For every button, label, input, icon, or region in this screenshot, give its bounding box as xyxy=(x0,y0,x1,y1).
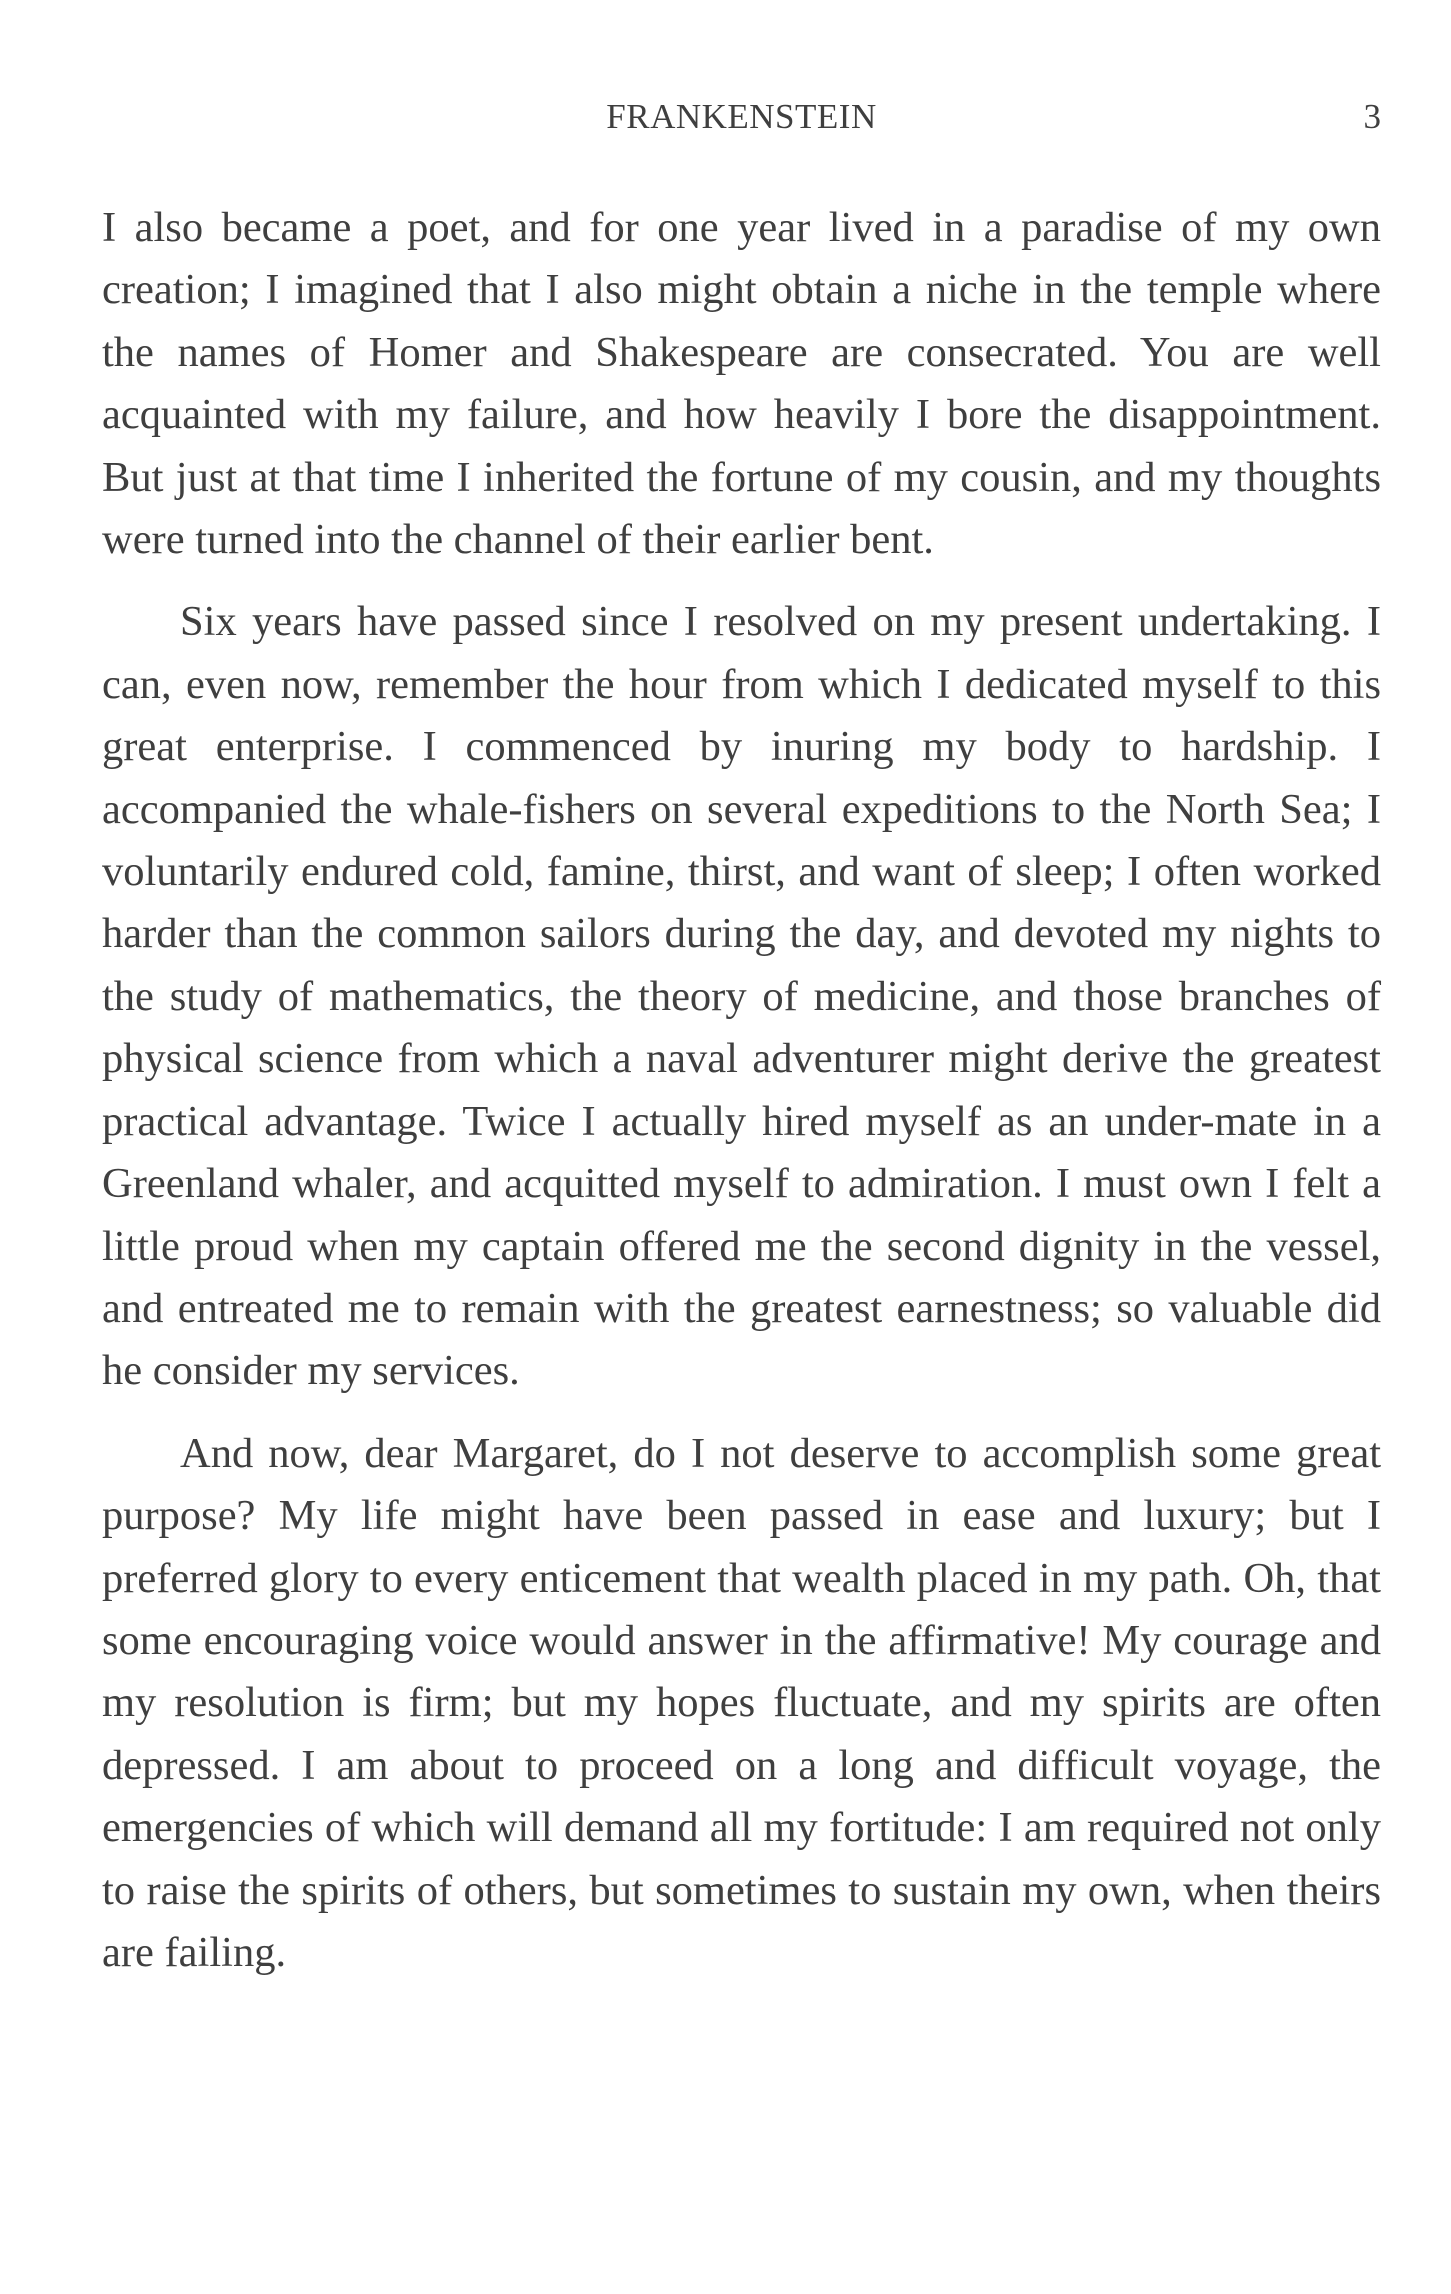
body-text xyxy=(102,197,1381,1984)
paragraph-1: I also became a poet, and for one year lived in a paradise of my own creation; I imagined that I also might obtain a niche in the temple where the names of Homer and Shakespeare are consecrated. You are well acquainted with my failure, and how heavily I bore the disappointment. But just at that time I inherited the fortune of my cousin, and my thoughts were turned into the channel of their earlier bent. xyxy=(102,204,1381,564)
running-head xyxy=(102,92,1381,142)
page-number: 3 xyxy=(1363,97,1381,136)
running-title: FRANKENSTEIN xyxy=(606,97,877,136)
paragraph-3: And now, dear Margaret, do I not deserve to accomplish some great purpose? My life might have been passed in ease and luxury; but I preferred glory to every enticement that wealth placed in my path. Oh, that some encouraging voice would answer in the affirmative! My courage and my resolution is firm; but my hopes fluctuate, and my spirits are often depressed. I am about to proceed on a long and difficult voyage, the emergencies of which will demand all my fortitude: I am required not only to raise the spirits of others, but sometimes to sustain my own, when theirs are failing. xyxy=(102,1429,1381,1976)
paragraph-2: Six years have passed since I resolved on my present undertaking. I can, even now, remember the hour from which I dedicated myself to this great enterprise. I commenced by inuring my body to hardship. I accompanied the whale-fishers on several expeditions to the North Sea; I voluntarily endured cold, famine, thirst, and want of sleep; I often worked harder than the common sailors during the day, and devoted my nights to the study of mathematics, the theory of medicine, and those branches of physical science from which a naval adventurer might derive the greatest practical advantage. Twice I actually hired myself as an under-mate in a Greenland whaler, and acquitted myself to admiration. I must own I felt a little proud when my captain offered me the second dignity in the vessel, and entreated me to remain with the greatest earnestness; so valuable did he consider my services. xyxy=(102,598,1381,1395)
